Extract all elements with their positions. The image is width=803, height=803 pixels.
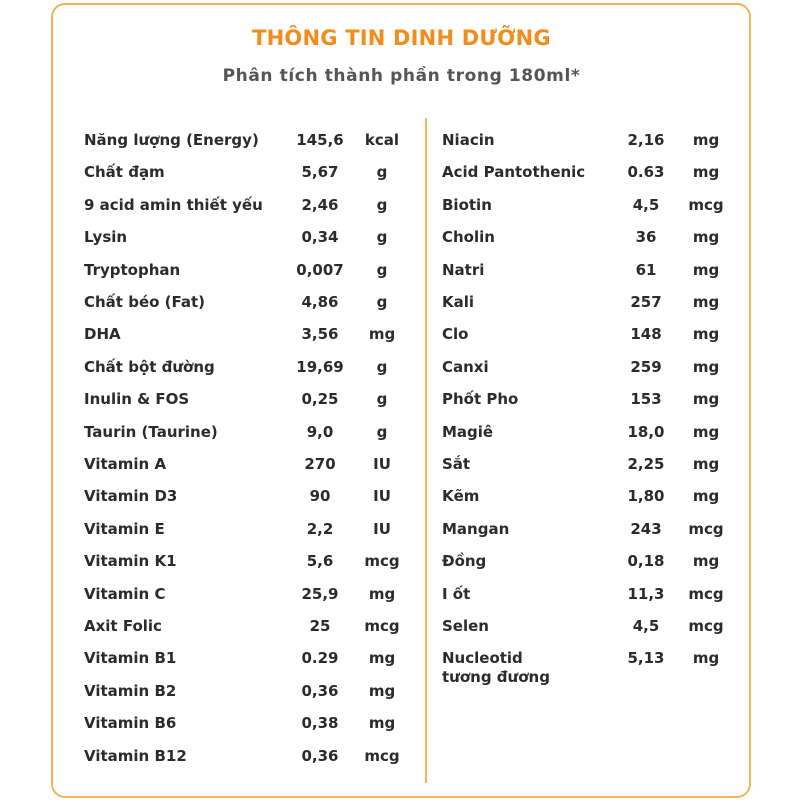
nutrient-unit: mcg xyxy=(364,552,400,571)
nutrient-value: 19,69 xyxy=(296,357,344,376)
nutrient-value: 0,36 xyxy=(301,681,339,700)
nutrient-name: Chất béo (Fat) xyxy=(84,293,206,311)
nutrient-unit: mg xyxy=(692,552,720,571)
nutrient-value: 2,46 xyxy=(301,195,339,214)
nutrient-value: 243 xyxy=(630,519,662,538)
nutrient-value: 4,5 xyxy=(632,195,660,214)
nutrient-name: 9 acid amin thiết yếu xyxy=(84,195,263,214)
nutrient-value: 0.63 xyxy=(627,163,665,182)
nutrient-unit: mg xyxy=(368,649,396,668)
nutrient-name: Clo xyxy=(442,325,469,344)
nutrient-name: I ốt xyxy=(442,584,471,603)
nutrient-value: 153 xyxy=(630,390,662,409)
nutrient-value: 3,56 xyxy=(301,325,339,344)
nutrient-unit: mg xyxy=(692,487,720,506)
nutrient-value: 0,007 xyxy=(296,260,344,279)
nutrient-unit: mg xyxy=(692,163,720,182)
nutrient-unit: IU xyxy=(373,487,391,506)
nutrient-value: 2,16 xyxy=(627,131,665,149)
nutrient-value: 25,9 xyxy=(301,584,339,603)
nutrient-unit: mg xyxy=(368,584,396,603)
nutrient-value: 11,3 xyxy=(627,584,665,603)
nutrient-name: Vitamin E xyxy=(84,519,165,538)
nutrient-value: 257 xyxy=(630,293,662,311)
nutrient-name: Tryptophan xyxy=(84,260,181,279)
nutrient-unit: g xyxy=(376,390,388,409)
nutrient-unit: mg xyxy=(692,357,720,376)
nutrient-name: Vitamin B12 xyxy=(84,746,187,765)
nutrient-unit: g xyxy=(376,228,388,247)
nutrient-name: Chất đạm xyxy=(84,163,165,182)
nutrient-name: Magiê xyxy=(442,422,494,441)
nutrient-name: Vitamin B1 xyxy=(84,649,177,668)
nutrient-unit: mg xyxy=(368,714,396,733)
nutrient-unit: mcg xyxy=(688,195,724,214)
page-subtitle: Phân tích thành phần trong 180ml* xyxy=(222,66,581,86)
nutrient-name: DHA xyxy=(84,325,121,344)
nutrient-name: Vitamin K1 xyxy=(84,552,177,571)
nutrient-value: 2,2 xyxy=(306,519,334,538)
nutrient-value: 0.29 xyxy=(301,649,339,668)
nutrient-value: 0,25 xyxy=(301,390,339,409)
nutrient-unit: mg xyxy=(692,131,720,149)
nutrient-name: Chất bột đường xyxy=(84,357,215,376)
nutrient-unit: IU xyxy=(373,519,391,538)
nutrient-value: 4,86 xyxy=(301,293,339,311)
nutrient-name: Selen xyxy=(442,617,489,635)
nutrient-value: 90 xyxy=(309,487,331,506)
nutrient-unit: mg xyxy=(368,681,396,700)
nutrient-name: Đồng xyxy=(442,552,487,571)
nutrient-unit: mcg xyxy=(688,617,724,635)
nutrient-unit: kcal xyxy=(364,131,400,149)
nutrient-value: 0,36 xyxy=(301,746,339,765)
nutrient-name: Sắt xyxy=(442,455,471,473)
nutrient-unit: g xyxy=(376,422,388,441)
nutrient-value: 61 xyxy=(635,260,657,279)
nutrient-value: 2,25 xyxy=(627,455,665,473)
nutrient-unit: g xyxy=(376,293,388,311)
nutrient-unit: mg xyxy=(692,649,720,668)
nutrient-unit: IU xyxy=(373,455,391,473)
nutrient-name: Năng lượng (Energy) xyxy=(84,131,259,149)
nutrient-unit: mcg xyxy=(364,746,400,765)
nutrient-name: Lysin xyxy=(84,228,128,247)
nutrient-value: 5,67 xyxy=(301,163,339,182)
nutrient-name: Kali xyxy=(442,293,475,311)
nutrient-value: 259 xyxy=(630,357,662,376)
nutrient-unit: mcg xyxy=(364,617,400,635)
nutrient-value: 148 xyxy=(630,325,662,344)
nutrient-name: Vitamin C xyxy=(84,584,166,603)
nutrient-unit: mg xyxy=(692,422,720,441)
nutrient-unit: g xyxy=(376,195,388,214)
nutrient-value: 0,34 xyxy=(301,228,339,247)
nutrient-unit: mg xyxy=(692,325,720,344)
nutrient-name: Nucleotid tương đương xyxy=(442,649,550,687)
nutrient-unit: g xyxy=(376,357,388,376)
page-title: THÔNG TIN DINH DƯỠNG xyxy=(252,26,551,50)
nutrient-unit: g xyxy=(376,163,388,182)
nutrient-unit: mg xyxy=(368,325,396,344)
nutrient-name: Natri xyxy=(442,260,485,279)
nutrient-value: 0,18 xyxy=(627,552,665,571)
nutrient-name: Phốt Pho xyxy=(442,390,519,409)
nutrient-name: Vitamin A xyxy=(84,455,167,473)
nutrient-name: Taurin (Taurine) xyxy=(84,422,218,441)
nutrient-unit: mg xyxy=(692,455,720,473)
nutrient-value: 5,13 xyxy=(627,649,665,668)
nutrient-name: Acid Pantothenic xyxy=(442,163,586,182)
nutrient-value: 4,5 xyxy=(632,617,660,635)
nutrient-unit: mg xyxy=(692,293,720,311)
nutrient-name: Mangan xyxy=(442,519,510,538)
nutrient-unit: mcg xyxy=(688,519,724,538)
nutrient-name: Biotin xyxy=(442,195,492,214)
nutrient-name: Axit Folic xyxy=(84,617,162,635)
nutrient-name: Niacin xyxy=(442,131,495,149)
nutrient-name: Vitamin B2 xyxy=(84,681,177,700)
nutrient-name: Vitamin B6 xyxy=(84,714,177,733)
nutrient-value: 1,80 xyxy=(627,487,665,506)
nutrient-value: 0,38 xyxy=(301,714,339,733)
nutrient-name: Vitamin D3 xyxy=(84,487,178,506)
nutrient-name: Canxi xyxy=(442,357,489,376)
nutrient-name: Kẽm xyxy=(442,487,480,506)
column-divider xyxy=(425,118,427,783)
nutrient-value: 270 xyxy=(304,455,336,473)
nutrient-value: 18,0 xyxy=(627,422,665,441)
nutrient-unit: mg xyxy=(692,260,720,279)
nutrient-value: 36 xyxy=(635,228,657,247)
nutrient-value: 25 xyxy=(309,617,331,635)
nutrient-unit: mg xyxy=(692,390,720,409)
nutrient-unit: mg xyxy=(692,228,720,247)
nutrient-unit: mcg xyxy=(688,584,724,603)
nutrient-name: Inulin & FOS xyxy=(84,390,190,409)
nutrient-name: Cholin xyxy=(442,228,495,247)
nutrient-value: 5,6 xyxy=(306,552,334,571)
nutrient-value: 145,6 xyxy=(296,131,344,149)
nutrient-value: 9,0 xyxy=(306,422,334,441)
nutrient-unit: g xyxy=(376,260,388,279)
